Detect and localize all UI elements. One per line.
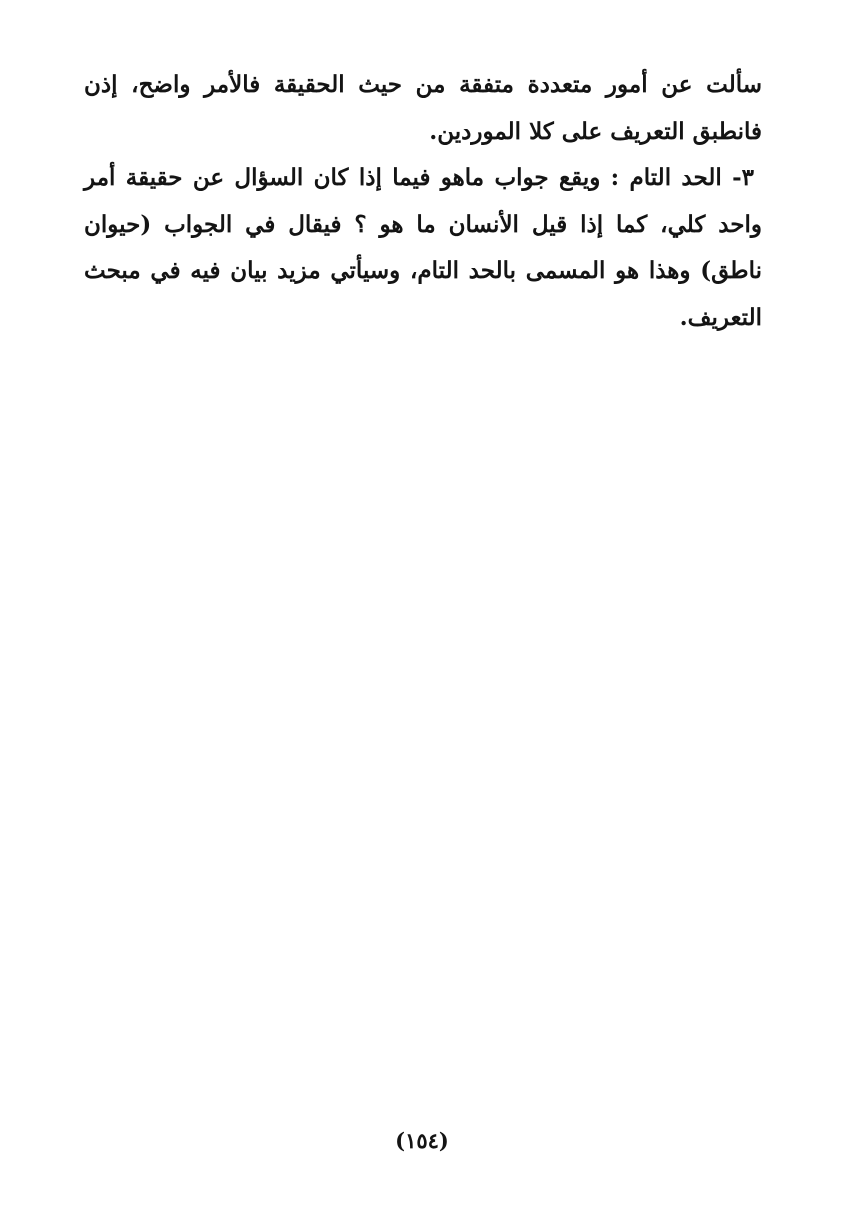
paragraph-continuation: سألت عن أمور متعددة متفقة من حيث الحقيقة فالأمر واضح، إذن فانطبق التعريف على كلا الموردين. xyxy=(84,71,762,145)
body-text xyxy=(84,62,762,341)
page-number: (١٥٤) xyxy=(395,1128,449,1153)
paragraph-complete-definition: ٣- الحد التام : ويقع جواب ماهو فيما إذا كان السؤال عن حقيقة أمر واحد كلي، كما إذا قيل الأنسان ما هو ؟ فيقال في الجواب (حيوان ناطق) وهذا هو المسمى بالحد التام، وسيأتي مزيد بيان فيه في مبحث التعريف. xyxy=(84,164,762,331)
